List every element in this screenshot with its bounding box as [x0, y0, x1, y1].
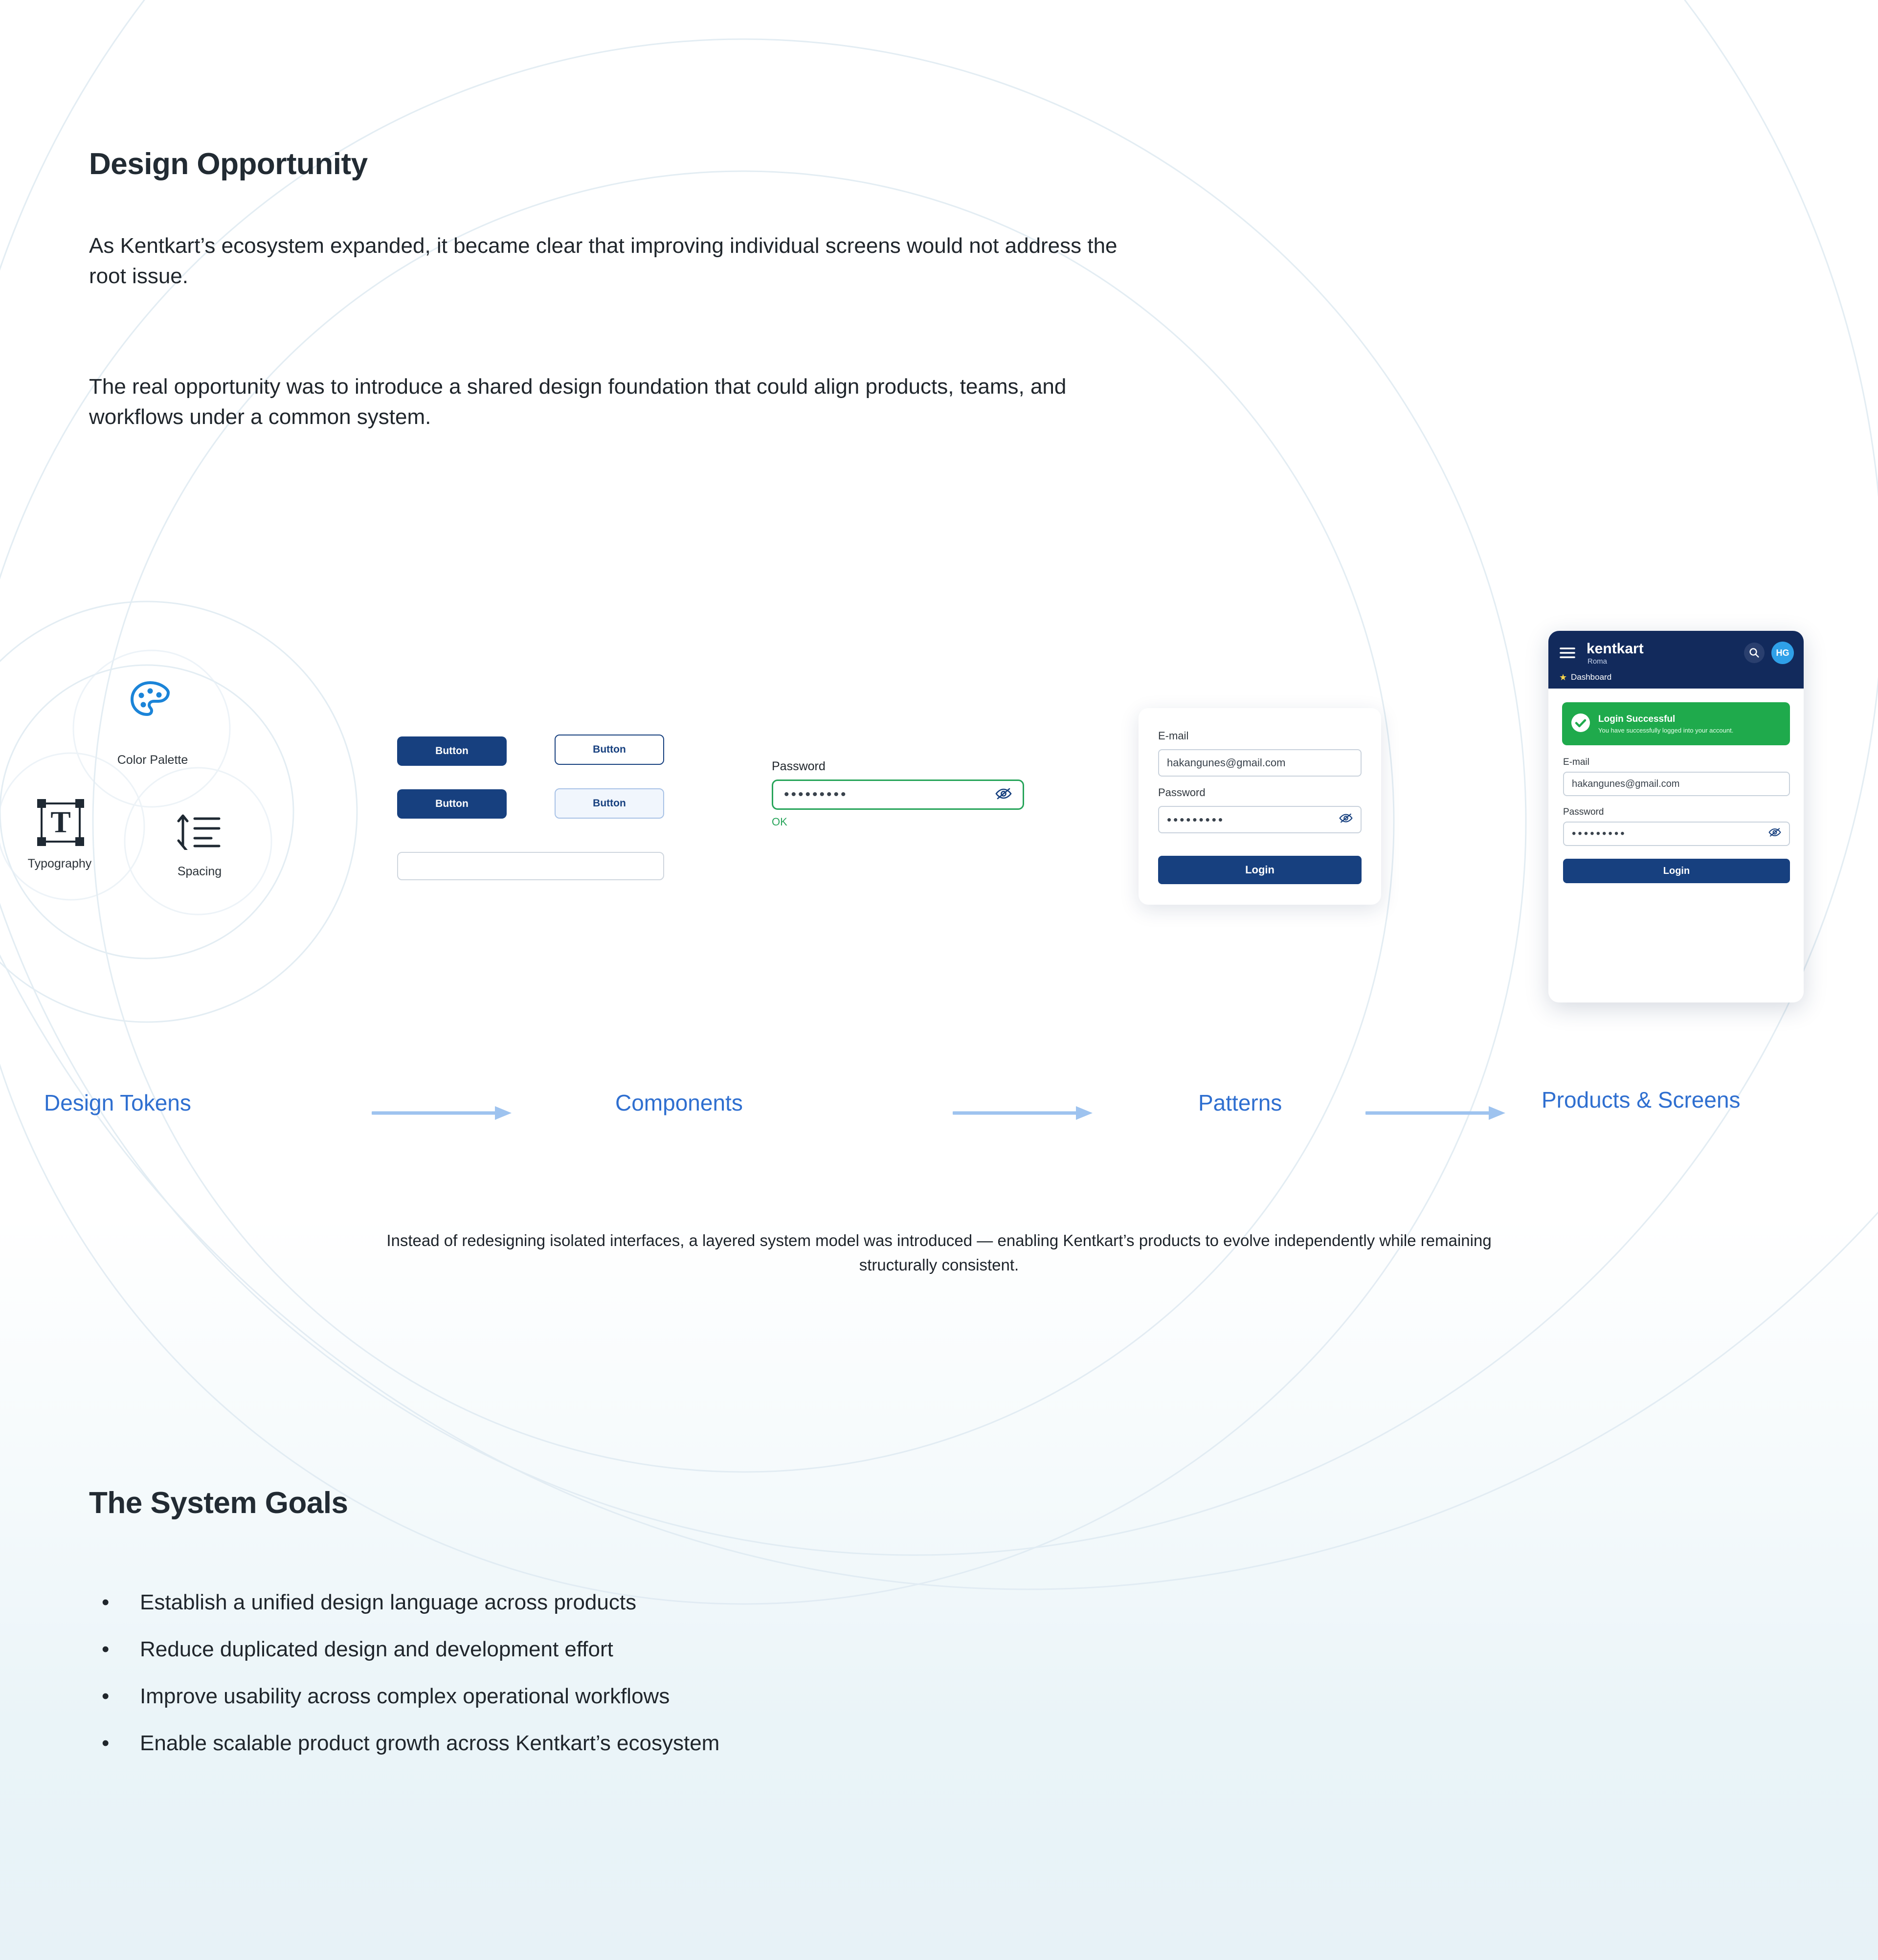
alert-title: Login Successful: [1598, 713, 1676, 724]
eye-off-icon[interactable]: [995, 787, 1012, 802]
password-helper-text: OK: [772, 816, 787, 828]
goal-bullet-3: •: [102, 1684, 110, 1708]
pattern-password-label: Password: [1158, 786, 1206, 799]
component-text-input[interactable]: [397, 852, 664, 880]
phone-email-label: E-mail: [1563, 757, 1589, 767]
goal-bullet-1: •: [102, 1590, 110, 1614]
pattern-email-input[interactable]: [1158, 749, 1362, 777]
phone-email-input[interactable]: [1563, 772, 1790, 796]
pattern-email-label: E-mail: [1158, 730, 1189, 742]
goal-item-3: Improve usability across complex operational workflows: [140, 1684, 670, 1708]
page-title-system-goals: The System Goals: [89, 1486, 348, 1520]
search-icon[interactable]: [1744, 643, 1765, 663]
flow-arrow-1-icon: [372, 1103, 514, 1125]
eye-off-icon[interactable]: [1339, 813, 1353, 826]
hamburger-menu-icon[interactable]: [1559, 646, 1576, 662]
svg-text:T: T: [50, 806, 71, 839]
flow-step-components: Components: [615, 1090, 743, 1115]
token-label-color-palette: Color Palette: [117, 753, 188, 767]
opportunity-paragraph-2: The real opportunity was to introduce a shared design foundation that could align products, teams, and workflows under a common system.: [89, 375, 1067, 429]
token-label-typography: Typography: [27, 857, 92, 870]
pattern-login-button[interactable]: Login: [1158, 856, 1362, 884]
product-screen-phone: [1548, 631, 1804, 1002]
spacing-icon: [175, 812, 222, 852]
pattern-login-card: [1139, 708, 1381, 905]
password-value: •••••••••: [784, 786, 848, 802]
goal-item-2: Reduce duplicated design and development effort: [140, 1637, 613, 1661]
phone-email-value: hakangunes@gmail.com: [1572, 778, 1680, 789]
component-button-outline-1[interactable]: Button: [555, 735, 664, 765]
flow-arrow-3-icon: [1365, 1103, 1507, 1125]
alert-subtitle: You have successfully logged into your account.: [1598, 726, 1734, 734]
success-alert: [1562, 702, 1790, 745]
avatar[interactable]: HG: [1771, 642, 1794, 664]
flow-arrow-2-icon: [953, 1103, 1095, 1125]
phone-login-button[interactable]: Login: [1563, 859, 1790, 883]
component-button-outline-2[interactable]: Button: [555, 788, 664, 819]
page-title-design-opportunity: Design Opportunity: [89, 147, 368, 181]
goal-item-4: Enable scalable product growth across Kentkart’s ecosystem: [140, 1731, 720, 1755]
password-field[interactable]: [772, 780, 1024, 810]
opportunity-paragraph-1: As Kentkart’s ecosystem expanded, it became clear that improving individual screens would not address the root issue.: [89, 234, 1118, 289]
goal-bullet-2: •: [102, 1637, 110, 1661]
component-button-primary-2[interactable]: Button: [397, 789, 507, 819]
flow-step-design-tokens: Design Tokens: [44, 1090, 191, 1115]
phone-password-input[interactable]: [1563, 822, 1790, 846]
star-icon: ★: [1559, 672, 1567, 682]
pattern-password-input[interactable]: [1158, 806, 1362, 833]
pattern-email-value: hakangunes@gmail.com: [1167, 757, 1286, 769]
flow-step-products-screens: Products & Screens: [1542, 1087, 1741, 1113]
token-label-spacing: Spacing: [177, 865, 222, 878]
phone-brand-subtitle: Roma: [1587, 657, 1608, 666]
goal-item-1: Establish a unified design language across products: [140, 1590, 637, 1614]
flow-step-patterns: Patterns: [1198, 1090, 1282, 1115]
phone-brand-name: kentkart: [1587, 641, 1644, 657]
goal-bullet-4: •: [102, 1731, 110, 1755]
phone-breadcrumb: Dashboard: [1571, 672, 1612, 682]
phone-password-label: Password: [1563, 807, 1604, 817]
eye-off-icon[interactable]: [1768, 827, 1781, 840]
flow-caption: Instead of redesigning isolated interfaces, a layered system model was introduced — enabling Kentkart’s products to evolve independently while remaining structurally consistent.: [386, 1231, 1492, 1274]
phone-password-value: •••••••••: [1572, 827, 1627, 840]
typography-icon: [35, 798, 86, 849]
password-field-label: Password: [772, 759, 826, 773]
pattern-password-value: •••••••••: [1167, 812, 1225, 827]
color-palette-icon: [128, 680, 172, 723]
check-circle-icon: [1570, 712, 1591, 736]
component-button-primary-1[interactable]: Button: [397, 736, 507, 766]
